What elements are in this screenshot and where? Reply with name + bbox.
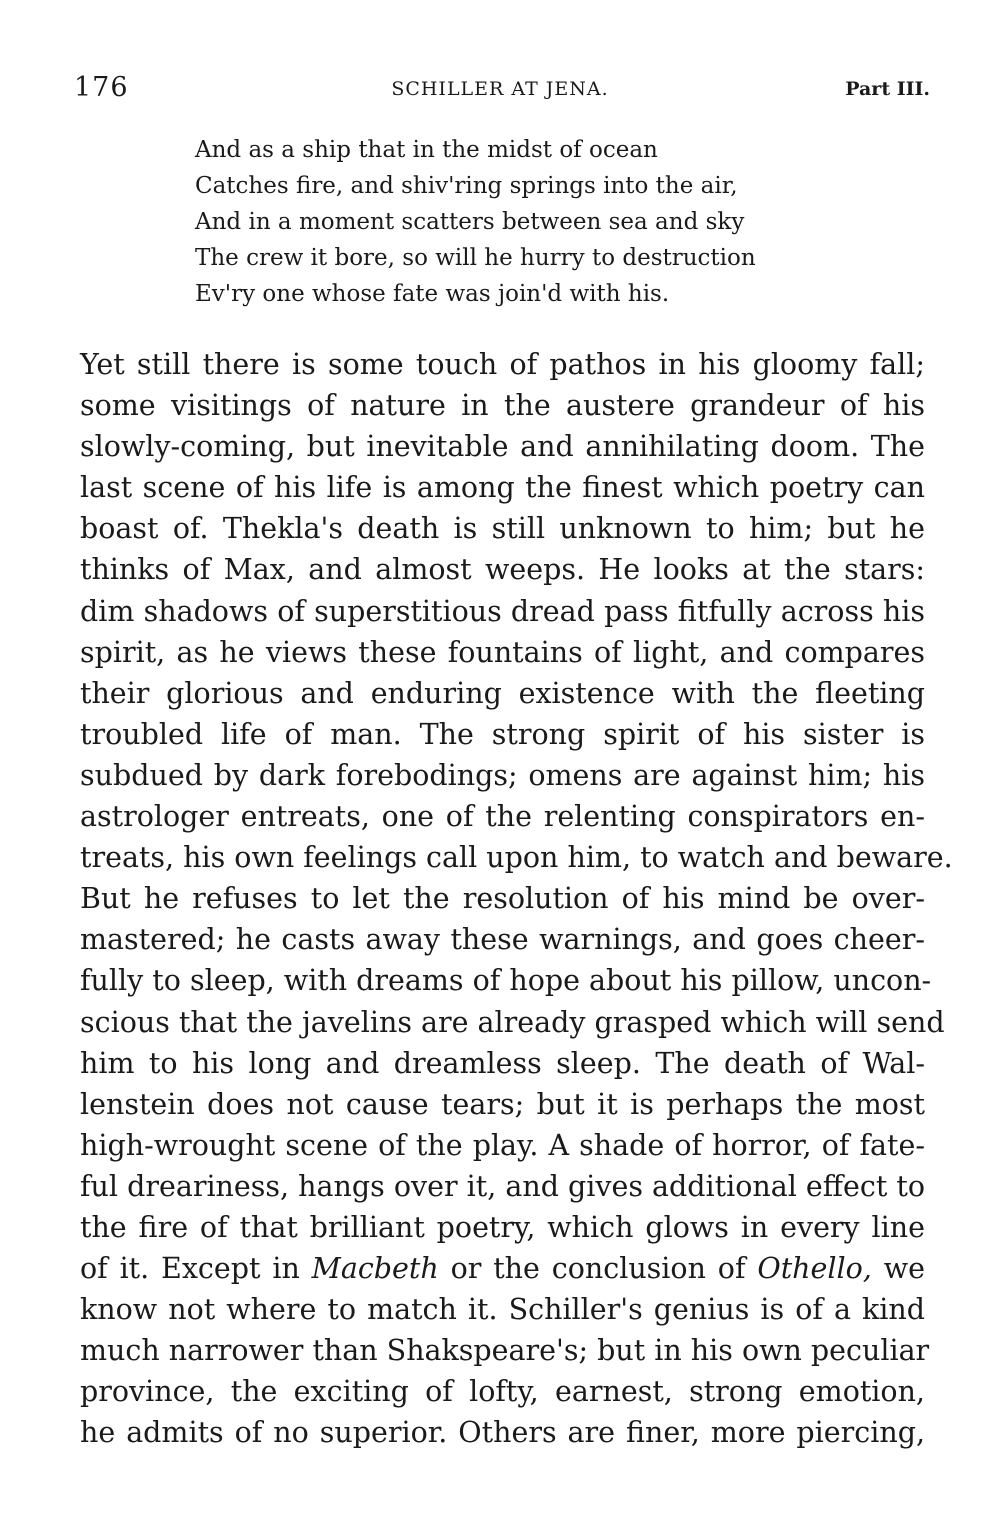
text-line: astrologer entreats, one of the relenting conspirators en- xyxy=(80,800,925,834)
text-line: boast of. Thekla's death is still unknown to him; but he xyxy=(80,512,925,546)
text-line: their glorious and enduring existence with the fleeting xyxy=(80,676,925,710)
text-line: scious that the javelins are already grasped which will send xyxy=(80,1005,945,1039)
play-title-othello: Othello, xyxy=(757,1252,872,1286)
running-title: SCHILLER AT JENA. xyxy=(391,78,609,100)
text-line: high-wrought scene of the play. A shade of horror, of fate- xyxy=(80,1128,925,1162)
text-line: thinks of Max, and almost weeps. He looks at the stars: xyxy=(80,553,925,587)
text-line: ful dreariness, hangs over it, and gives additional effect to xyxy=(80,1169,925,1203)
text-line-with-titles xyxy=(80,1248,925,1289)
verse-line: Ev'ry one whose fate was join'd with his. xyxy=(195,281,670,307)
text-line: troubled life of man. The strong spirit of his sister is xyxy=(80,717,925,751)
part-label: Part III. xyxy=(845,78,930,100)
running-head xyxy=(70,72,930,112)
verse-line: The crew it bore, so will he hurry to destruction xyxy=(195,245,756,271)
verse-quotation xyxy=(195,132,915,312)
text-line: Yet still there is some touch of pathos in his gloomy fall; xyxy=(80,348,925,381)
text-line: him to his long and dreamless sleep. The death of Wal- xyxy=(80,1046,925,1080)
verse-line: And in a moment scatters between sea and sky xyxy=(195,209,745,235)
text-line: spirit, as he views these fountains of light, and compares xyxy=(80,635,925,669)
text-line: subdued by dark forebodings; omens are against him; his xyxy=(80,758,925,792)
text-line: lenstein does not cause tears; but it is perhaps the most xyxy=(80,1087,925,1121)
text-run: or the conclusion of xyxy=(438,1252,758,1286)
text-line: much narrower than Shakspeare's; but in his own peculiar xyxy=(80,1334,930,1368)
text-line: province, the exciting of lofty, earnest, strong emotion, xyxy=(80,1375,925,1409)
text-line: some visitings of nature in the austere grandeur of his xyxy=(80,389,925,423)
text-line: mastered; he casts away these warnings, and goes cheer- xyxy=(80,923,925,957)
text-line: the fire of that brilliant poetry, which glows in every line xyxy=(80,1210,925,1244)
text-run: we xyxy=(871,1252,925,1286)
text-line: slowly-coming, but inevitable and annihilating doom. The xyxy=(80,430,925,464)
text-line: last scene of his life is among the finest which poetry can xyxy=(80,471,925,505)
text-line: know not where to match it. Schiller's genius is of a kind xyxy=(80,1293,925,1327)
verse-line: And as a ship that in the midst of ocean xyxy=(195,137,658,163)
text-line: dim shadows of superstitious dread pass fitfully across his xyxy=(80,594,925,628)
text-line: fully to sleep, with dreams of hope about his pillow, uncon- xyxy=(80,964,932,998)
body-paragraph xyxy=(80,344,953,1454)
text-line: treats, his own feelings call upon him, to watch and beware. xyxy=(80,841,953,875)
text-run: of it. Except in xyxy=(80,1252,312,1286)
play-title-macbeth: Macbeth xyxy=(311,1252,439,1286)
text-line: But he refuses to let the resolution of his mind be over- xyxy=(80,882,925,916)
verse-line: Catches fire, and shiv'ring springs into the air, xyxy=(195,173,738,199)
page-number: 176 xyxy=(74,72,129,103)
text-line: he admits of no superior. Others are finer, more piercing, xyxy=(80,1416,925,1450)
